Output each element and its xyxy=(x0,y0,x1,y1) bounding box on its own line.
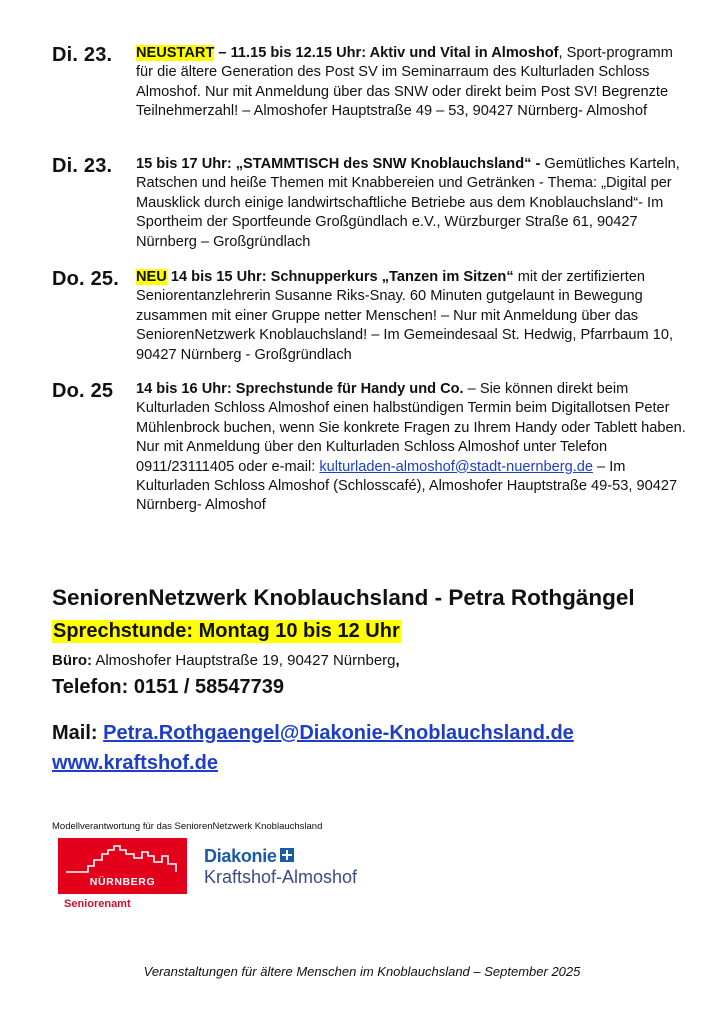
diakonie-logo xyxy=(204,846,357,888)
event-text: mit der zertifizierten Seniorentanzlehrerin Susanne Riks-Snay. 60 Minuten gutgelaunt in Bewegung zusammen mit einer Gruppe netter Menschen! – Nur mit Anmeldung über das SeniorenNetzwerk Knoblauchsland! – Im Gemeindesaal St. Hedwig, Pfarrbaum 10, 90427 Nürnberg - Großgründlach xyxy=(136,269,674,363)
page-footer: Veranstaltungen für ältere Menschen im Knoblauchsland – September 2025 xyxy=(143,964,581,979)
org-heading: SeniorenNetzwerk Knoblauchsland - Petra Rothgängel xyxy=(52,585,635,610)
office-address xyxy=(52,652,400,669)
buero-label: Büro: xyxy=(52,652,92,669)
sprechstunde: Sprechstunde: Montag 10 bis 12 Uhr xyxy=(53,620,400,642)
event-title: 14 bis 15 Uhr: Schnupperkurs „Tanzen im Sitzen“ xyxy=(166,269,514,285)
buero-address: Almoshofer Hauptstraße 19, 90427 Nürnberg xyxy=(92,652,396,669)
nuernberg-logo-text: NÜRNBERG xyxy=(89,876,156,888)
nuernberg-logo xyxy=(58,838,187,894)
mail-link[interactable]: Petra.Rothgaengel@Diakonie-Knoblauchsland.de xyxy=(103,722,574,744)
diakonie-name: Diakonie xyxy=(204,846,277,866)
event-description xyxy=(136,268,692,365)
telephone: Telefon: 0151 / 58547739 xyxy=(52,676,284,698)
responsibility-note: Modellverantwortung für das SeniorenNetzwerk Knoblauchsland xyxy=(52,821,323,832)
neu-badge: NEU xyxy=(136,269,167,285)
diakonie-subtitle: Kraftshof-Almoshof xyxy=(204,867,358,887)
event-description xyxy=(136,155,692,252)
event-title: – 11.15 bis 12.15 Uhr: Aktiv und Vital in Almoshof xyxy=(214,45,559,61)
event-description xyxy=(136,380,692,516)
email-link-kulturladen[interactable]: kulturladen-almoshof@stadt-nuernberg.de xyxy=(319,458,593,475)
event-title: 15 bis 17 Uhr: „STAMMTISCH des SNW Knoblauchsland“ - xyxy=(136,156,541,172)
event-day: Do. 25. xyxy=(52,268,119,290)
event-title: 14 bis 16 Uhr: Sprechstunde für Handy und Co. xyxy=(136,381,464,397)
mail-label: Mail: xyxy=(52,722,104,744)
neustart-badge: NEUSTART xyxy=(136,45,215,61)
mail-line xyxy=(52,722,574,745)
event-text: Gemütliches Karteln, Ratschen und heiße Themen mit Knabbereien und Getränken - Thema: „Digital per Mausklick durch einige landwirtschaftliche Betriebe aus dem Knoblauchsland“- Im Sportheim der Sportfeunde Großgündlach e.V., Würzburger Straße 61, 90427 Nürnberg – Großgründlach xyxy=(136,156,680,250)
event-description xyxy=(136,44,692,122)
event-text: – Sie können direkt beim Kulturladen Schloss Almoshof einen halbstündigen Termin beim Digitallotsen Peter Mühlenbrock buchen, wenn Sie konkrete Fragen zu Ihrem Handy oder Tablett haben. Nur mit Anmeldung über den Kulturladen Schloss Almoshof unter Telefon 0911/23111405 oder e-mail: xyxy=(136,381,686,475)
event-text-after: – Im Kulturladen Schloss Almoshof (Schlosscafé), Almoshofer Hauptstraße 49-53, 90427 Nürnberg- Almoshof xyxy=(136,458,678,514)
buero-comma: , xyxy=(395,652,400,669)
castle-skyline-icon xyxy=(58,838,187,878)
event-day: Do. 25 xyxy=(52,380,114,402)
event-text: , Sport-programm für die ältere Generation des Post SV im Seminarraum des Kulturladen Schloss Almoshof. Nur mit Anmeldung über das SNW oder direkt beim Post SV! Begrenzte Teilnehmerzahl! – Almoshofer Hauptstraße 49 – 53, 90427 Nürnberg- Almoshof xyxy=(136,45,673,120)
event-day: Di. 23. xyxy=(52,155,113,177)
event-day: Di. 23. xyxy=(52,44,113,66)
diakonie-cross-icon xyxy=(280,848,294,862)
seniorenamt-label: Seniorenamt xyxy=(64,898,131,910)
website-link[interactable]: www.kraftshof.de xyxy=(52,752,218,774)
